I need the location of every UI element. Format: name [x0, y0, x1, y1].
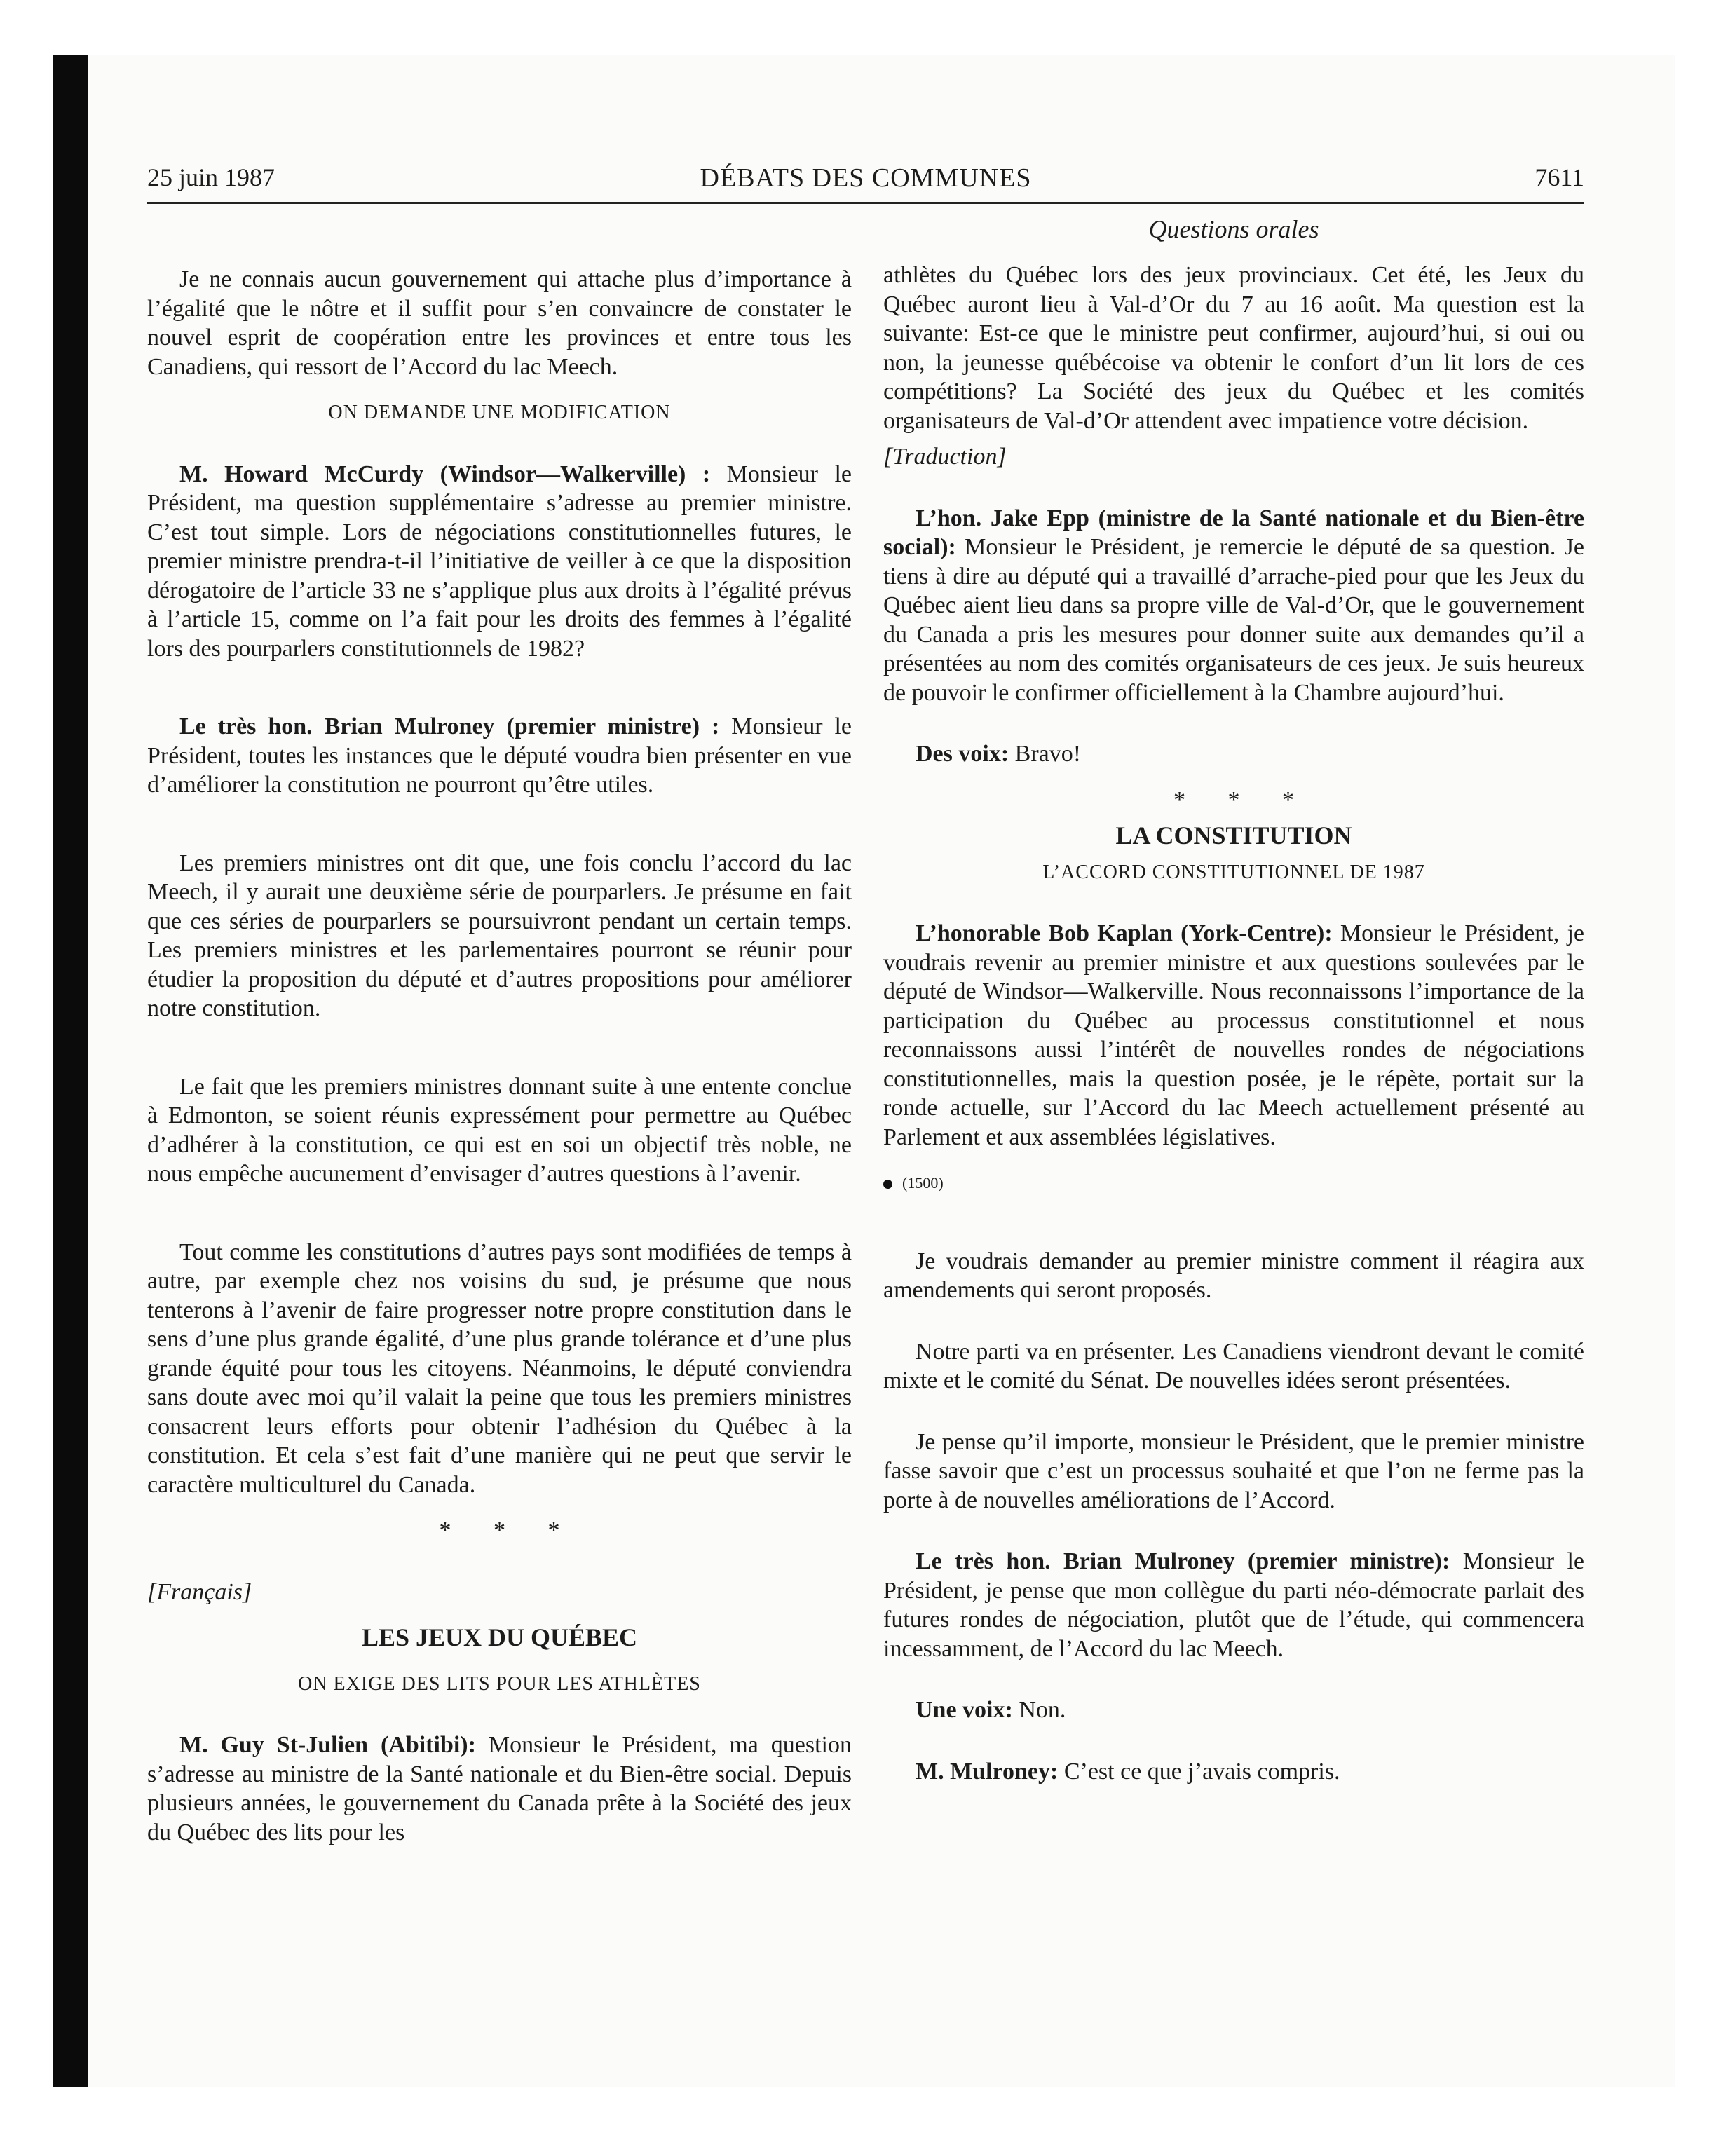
speaker-une-voix: Une voix: — [916, 1697, 1013, 1723]
language-marker: [Français] — [147, 1578, 252, 1605]
speaker-mulroney-right: Le très hon. Brian Mulroney (premier ministre): — [916, 1548, 1450, 1574]
right-column — [883, 261, 1584, 1786]
text-mulroney: Monsieur le Président, toutes les instances que le député voudra bien présenter en vue d’améliorer la constitution ne pourront qu’être utiles. — [147, 714, 852, 798]
header-rule — [147, 202, 1584, 204]
text-une-voix: Non. — [1012, 1697, 1066, 1723]
intervention-une-voix — [883, 1696, 1584, 1725]
text-mulroney-final: C’est ce que j’avais compris. — [1058, 1758, 1340, 1785]
subhead-modification: ON DEMANDE UNE MODIFICATION — [328, 402, 671, 423]
paragraph-equality: Je ne connais aucun gouvernement qui attache plus d’importance à l’égalité que le nôtre et il suffit pour s’en convaincre de constater le nouvel esprit de coopération entre les provinces et entre tous les Canadiens, qui ressort de l’Accord du lac Meech. — [147, 266, 852, 380]
intervention-kaplan — [883, 919, 1584, 1152]
subhead-accord: L’ACCORD CONSTITUTIONNEL DE 1987 — [1042, 861, 1425, 883]
text-mulroney-right: Monsieur le Président, je pense que mon collègue du parti néo-démocrate parlait des futures rondes de négociation, plutôt que de l’étude, qui commencera incessamment, de l’Accord du lac Meech. — [883, 1548, 1584, 1662]
intervention-mccurdy — [147, 460, 852, 664]
intervention-mulroney-right — [883, 1547, 1584, 1663]
language-marker-traduction: [Traduction] — [883, 444, 1007, 470]
bullet-icon — [883, 1180, 892, 1189]
speaker-kaplan: L’honorable Bob Kaplan (York-Centre): — [916, 920, 1333, 946]
paragraph-premiers: Les premiers ministres ont dit que, une fois conclu l’accord du lac Meech, il y aurait une deuxième série de pourparlers. Je présume en fait que ces séries de pourparlers se poursuivront pendant un certain temps. Les premiers ministres et les parlementaires pourront se réunir pour étudier la proposition du député et d’autres propositions pour améliorer notre constitution. — [147, 850, 852, 1021]
speaker-mccurdy: M. Howard McCurdy (Windsor—Walkerville) : — [179, 460, 711, 487]
speaker-mulroney-final: M. Mulroney: — [916, 1758, 1059, 1785]
speaker-voix: Des voix: — [916, 741, 1009, 767]
speaker-stjulien: M. Guy St-Julien (Abitibi): — [179, 1732, 476, 1758]
time-marker-text: (1500) — [902, 1174, 944, 1192]
header-page-number: 7611 — [1535, 163, 1584, 191]
heading-jeux-quebec: LES JEUX DU QUÉBEC — [361, 1623, 638, 1651]
heading-constitution: LA CONSTITUTION — [1115, 821, 1352, 850]
section-separator: * * * — [439, 1517, 578, 1543]
text-epp: Monsieur le Président, je remercie le député de sa question. Je tiens à dire au député qui a travaillé d’arrache-pied pour que les Jeux du Québec aient lieu dans sa propre ville de Val-d’Or, que le gouvernement du Canada a pris les mesures pour donner suite aux demandes qu’il a présentées au nom des comités organisateurs de ces jeux. Je suis heureux de pouvoir le confirmer officiellement à la Chambre aujourd’hui. — [883, 534, 1584, 706]
intervention-stjulien — [147, 1731, 852, 1847]
page-header — [147, 163, 1584, 202]
running-head: Questions orales — [1148, 215, 1319, 243]
intervention-epp — [883, 504, 1584, 708]
paragraph-importe: Je pense qu’il importe, monsieur le Président, que le premier ministre fasse savoir que c’est un processus souhaité et que l’on ne ferme pas la porte à de nouvelles améliorations de l’Accord. — [883, 1428, 1584, 1513]
speaker-epp: L’hon. Jake Epp (ministre de la Santé nationale et du Bien-être social): — [883, 505, 1584, 560]
scan-margin — [0, 0, 53, 2156]
text-stjulien: Monsieur le Président, ma question s’adresse au ministre de la Santé nationale et du Bien-être social. Depuis plusieurs années, le gouvernement du Canada prête à la Société des jeux du Québec des lits pour les — [147, 1732, 852, 1845]
section-separator-right: * * * — [1173, 786, 1312, 813]
time-marker — [883, 1168, 1584, 1198]
paragraph-constitutions: Tout comme les constitutions d’autres pays sont modifiées de temps à autre, par exemple chez nos voisins du sud, je présume que nous tenterons à l’avenir de faire progresser notre propre constitution dans le sens d’une plus grande égalité, d’une plus grande tolérance et d’une plus grande équité pour tous les citoyens. Néanmoins, le député conviendra sans doute avec moi qu’il valait la peine que tous les premiers ministres consacrent leurs efforts pour obtenir l’adhésion du Québec à la constitution. Et cela s’est fait d’une manière qui ne peut que servir le caractère multiculturel du Canada. — [147, 1239, 852, 1498]
header-title: DÉBATS DES COMMUNES — [700, 163, 1032, 193]
paragraph-edmonton: Le fait que les premiers ministres donnant suite à une entente conclue à Edmonton, se soient réunis expressément pour permettre au Québec d’adhérer à la constitution, ce qui est en soi un objectif très noble, ne nous empêche aucunement d’envisager d’autres questions à l’avenir. — [147, 1073, 852, 1187]
paragraph-demander: Je voudrais demander au premier ministre comment il réagira aux amendements qui seront proposés. — [883, 1248, 1584, 1303]
paragraph-parti: Notre parti va en présenter. Les Canadiens viendront devant le comité mixte et le comité du Sénat. De nouvelles idées seront présentées. — [883, 1338, 1584, 1393]
scan-binding-shadow — [53, 55, 88, 2087]
header-date: 25 juin 1987 — [147, 163, 275, 191]
speaker-mulroney: Le très hon. Brian Mulroney (premier ministre) : — [179, 714, 720, 739]
intervention-mulroney — [147, 712, 852, 800]
subhead-lits: ON EXIGE DES LITS POUR LES ATHLÈTES — [298, 1672, 701, 1695]
left-column — [147, 265, 852, 1847]
intervention-mulroney-final — [883, 1757, 1584, 1787]
text-mccurdy: Monsieur le Président, ma question supplémentaire s’adresse au premier ministre. C’est tout simple. Lors de négociations constitutionnelles futures, le premier ministre prendra-t-il l’initiative de veiller à ce que la disposition dérogatoire de l’article 33 ne s’applique plus aux droits à l’égalité prévus à l’article 15, comme on l’a fait pour les droits des femmes à l’égalité lors des pourparlers constitutionnels de 1982? — [147, 460, 852, 662]
paragraph-continuation: athlètes du Québec lors des jeux provinciaux. Cet été, les Jeux du Québec auront lieu à Val-d’Or du 7 au 16 août. Ma question est la suivante: Est-ce que le ministre peut confirmer, aujourd’hui, si oui ou non, la jeunesse québécoise va obtenir le confort d’un lit lors de ces compétitions? La Société des jeux du Québec et les comités organisateurs de Val-d’Or attendent avec impatience votre décision. — [883, 262, 1584, 434]
intervention-voix — [883, 739, 1584, 769]
text-voix: Bravo! — [1009, 741, 1082, 767]
text-kaplan: Monsieur le Président, je voudrais revenir au premier ministre et aux questions soulevées par le député de Windsor—Walkerville. Nous reconnaissons l’importance de la participation du Québec au processus constitutionnel et nous reconnaissons aussi l’intérêt de nouvelles rondes de négociations constitutionnelles, mais la question posée, je le répète, portait sur la ronde actuelle, sur l’Accord du lac Meech actuellement présenté au Parlement et aux assemblées législatives. — [883, 920, 1584, 1150]
